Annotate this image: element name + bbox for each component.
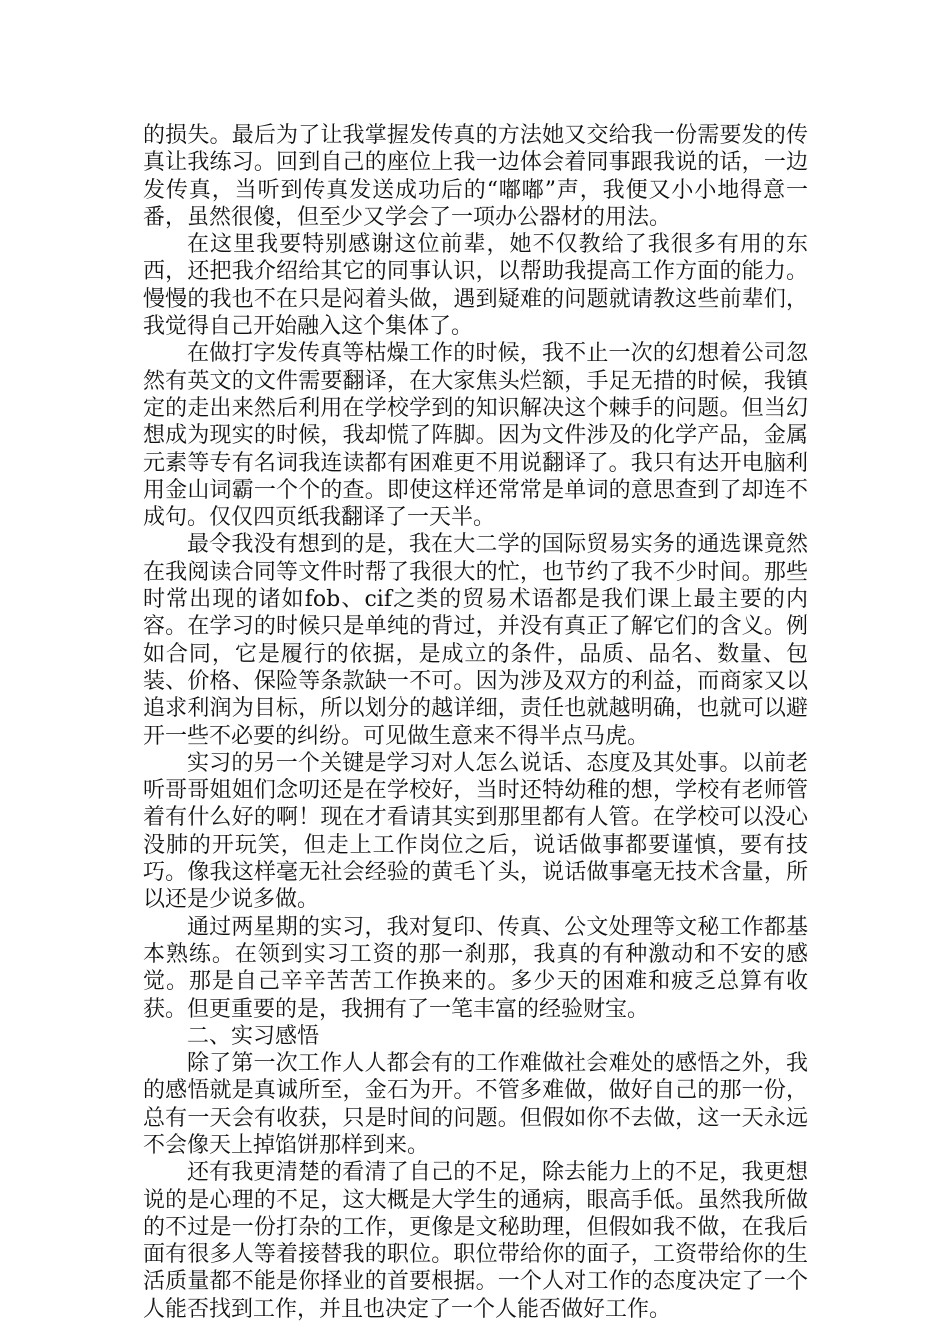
paragraph-8: 还有我更清楚的看清了自己的不足，除去能力上的不足，我更想说的是心理的不足，这大概是大学生的通病，眼高手低。虽然我所做的不过是一份打杂的工作，更像是文秘助理，但假如我不做，在我后面有很多人等着接替我的职位。职位带给你的面子，工资带给你的生活质量都不能是你择业的首要根据。一个人对工作的态度决定了一个人能否找到工作，并且也决定了一个人能否做好工作。 (143, 1160, 808, 1322)
paragraph-2: 在这里我要特别感谢这位前辈，她不仅教给了我很多有用的东西，还把我介绍给其它的同事认识，以帮助我提高工作方面的能力。慢慢的我也不在只是闷着头做，遇到疑难的问题就请教这些前辈们，我觉得自己开始融入这个集体了。 (143, 232, 808, 340)
paragraph-1: 的损失。最后为了让我掌握发传真的方法她又交给我一份需要发的传真让我练习。回到自己的座位上我一边体会着同事跟我说的话，一边发传真，当听到传真发送成功后的“嘟嘟”声，我便又小小地得意一番，虽然很傻，但至少又学会了一项办公器材的用法。 (143, 123, 808, 230)
paragraph-6: 通过两星期的实习，我对复印、传真、公文处理等文秘工作都基本熟练。在领到实习工资的那一刹那，我真的有种激动和不安的感觉。那是自己辛辛苦苦工作换来的。多少天的困难和疲乏总算有收获。但更重要的是，我拥有了一笔丰富的经验财宝。 (143, 914, 808, 1022)
section-heading: 二、实习感悟 (187, 1023, 320, 1049)
paragraph-5: 实习的另一个关键是学习对人怎么说话、态度及其处事。以前老听哥哥姐姐们念叨还是在学校好，当时还特幼稚的想，学校有老师管着有什么好的啊！现在才看请其实到那里都有人管。在学校可以没心没肺的开玩笑，但走上工作岗位之后，说话做事都要谨慎，要有技巧。像我这样毫无社会经验的黄毛丫头，说话做事毫无技术含量，所以还是少说多做。 (143, 750, 808, 913)
paragraph-7: 除了第一次工作人人都会有的工作难做社会难处的感悟之外，我的感悟就是真诚所至，金石为开。不管多难做，做好自己的那一份，总有一天会有收获，只是时间的问题。但假如你不去做，这一天永远不会像天上掉馅饼那样到来。 (143, 1051, 808, 1158)
document-body (143, 122, 808, 1323)
paragraph-3: 在做打字发传真等枯燥工作的时候，我不止一次的幻想着公司忽然有英文的文件需要翻译，在大家焦头烂额，手足无措的时候，我镇定的走出来然后利用在学校学到的知识解决这个棘手的问题。但当幻想成为现实的时候，我却慌了阵脚。因为文件涉及的化学产品，金属元素等专有名词我连读都有困难更不用说翻译了。我只有达开电脑利用金山词霸一个个的查。即使这样还常常是单词的意思查到了却连不成句。仅仅四页纸我翻译了一天半。 (143, 341, 808, 531)
paragraph-4: 最令我没有想到的是，我在大二学的国际贸易实务的通选课竟然在我阅读合同等文件时帮了我很大的忙，也节约了我不少时间。那些时常出现的诸如fob、cif之类的贸易术语都是我们课上最主要的内容。在学习的时候只是单纯的背过，并没有真正了解它们的含义。例如合同，它是履行的依据，是成立的条件，品质、品名、数量、包装、价格、保险等条款缺一不可。因为涉及双方的利益，而商家又以追求利润为目标，所以划分的越详细，责任也就越明确，也就可以避开一些不必要的纠纷。可见做生意来不得半点马虎。 (143, 532, 808, 749)
